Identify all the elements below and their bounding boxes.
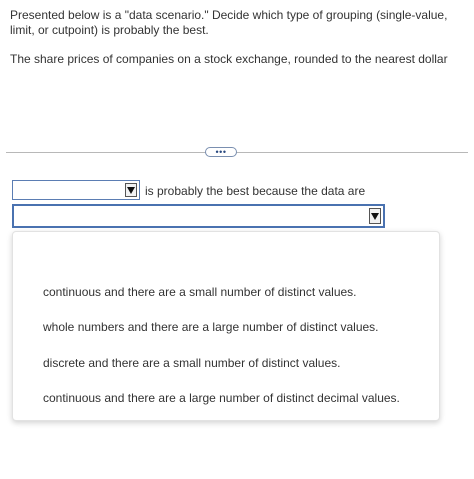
expand-toggle-button[interactable]: ••• <box>205 147 237 157</box>
dropdown-option[interactable]: continuous and there are a large number of distinct decimal values. <box>43 391 400 405</box>
chevron-down-icon <box>371 213 379 220</box>
reason-dropdown-button[interactable] <box>369 208 381 224</box>
section-divider <box>6 152 468 153</box>
dropdown-option[interactable]: continuous and there are a small number of distinct values. <box>43 285 357 299</box>
data-scenario: The share prices of companies on a stock exchange, rounded to the nearest dollar <box>10 52 448 66</box>
connector-text: is probably the best because the data are <box>145 184 366 198</box>
question-prompt: Presented below is a "data scenario." Decide which type of grouping (single-value, limit, or cutpoint) is probably the best. <box>10 8 448 37</box>
chevron-down-icon <box>127 187 135 194</box>
dropdown-option[interactable]: discrete and there are a small number of distinct values. <box>43 356 341 370</box>
grouping-type-dropdown-button[interactable] <box>125 183 137 197</box>
grouping-type-select[interactable] <box>12 180 140 200</box>
reason-select[interactable] <box>12 204 385 228</box>
reason-dropdown-menu <box>12 231 440 421</box>
dropdown-option[interactable]: whole numbers and there are a large number of distinct values. <box>43 320 379 334</box>
